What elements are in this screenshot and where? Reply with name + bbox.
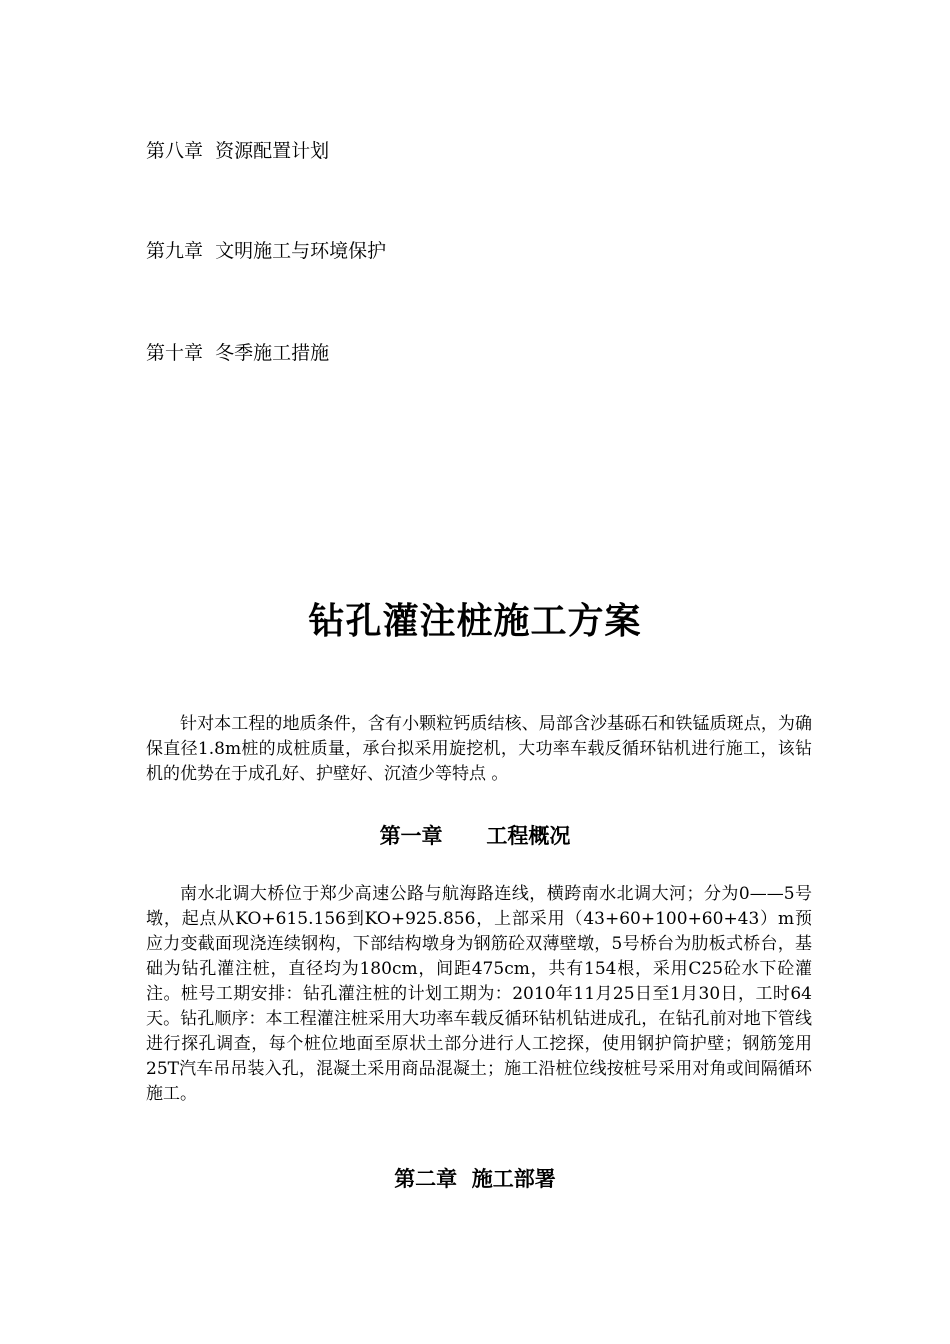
intro-paragraph: 针对本工程的地质条件，含有小颗粒钙质结核、局部含沙基砾石和铁锰质斑点，为确保直径1.8m桩的成桩质量，承台拟采用旋挖机，大功率车载反循环钻机进行施工，该钻机的优势在于成孔好、护壁好、沉渣少等特点 。	[146, 714, 812, 784]
toc-item-chapter-10: 第十章 冬季施工措施	[146, 342, 330, 364]
document-title: 钻孔灌注桩施工方案	[308, 600, 642, 642]
chapter-2-heading: 第二章 施工部署	[394, 1166, 556, 1191]
chapter-1-heading: 第一章 工程概况	[379, 823, 571, 848]
toc-item-chapter-8: 第八章 资源配置计划	[146, 140, 330, 162]
chapter-1-paragraph: 南水北调大桥位于郑少高速公路与航海路连线，横跨南水北调大河；分为0——5号墩，起点从KO+615.156到KO+925.856，上部采用（43+60+100+60+43）m预应力变截面现浇连续钢构，下部结构墩身为钢筋砼双薄壁墩，5号桥台为肋板式桥台，基础为钻孔灌注桩，直径均为180cm，间距475cm，共有154根，采用C25砼水下砼灌注。桩号工期安排：钻孔灌注桩的计划工期为：2010年11月25日至1月30日，工时64天。钻孔顺序：本工程灌注桩采用大功率车载反循环钻机钻进成孔，在钻孔前对地下管线进行探孔调查，每个桩位地面至原状土部分进行人工挖探，使用钢护筒护壁；钢筋笼用25T汽车吊吊装入孔，混凝土采用商品混凝土；施工沿桩位线按桩号采用对角或间隔循环施工。	[146, 884, 812, 1104]
toc-item-chapter-9: 第九章 文明施工与环境保护	[146, 240, 387, 262]
